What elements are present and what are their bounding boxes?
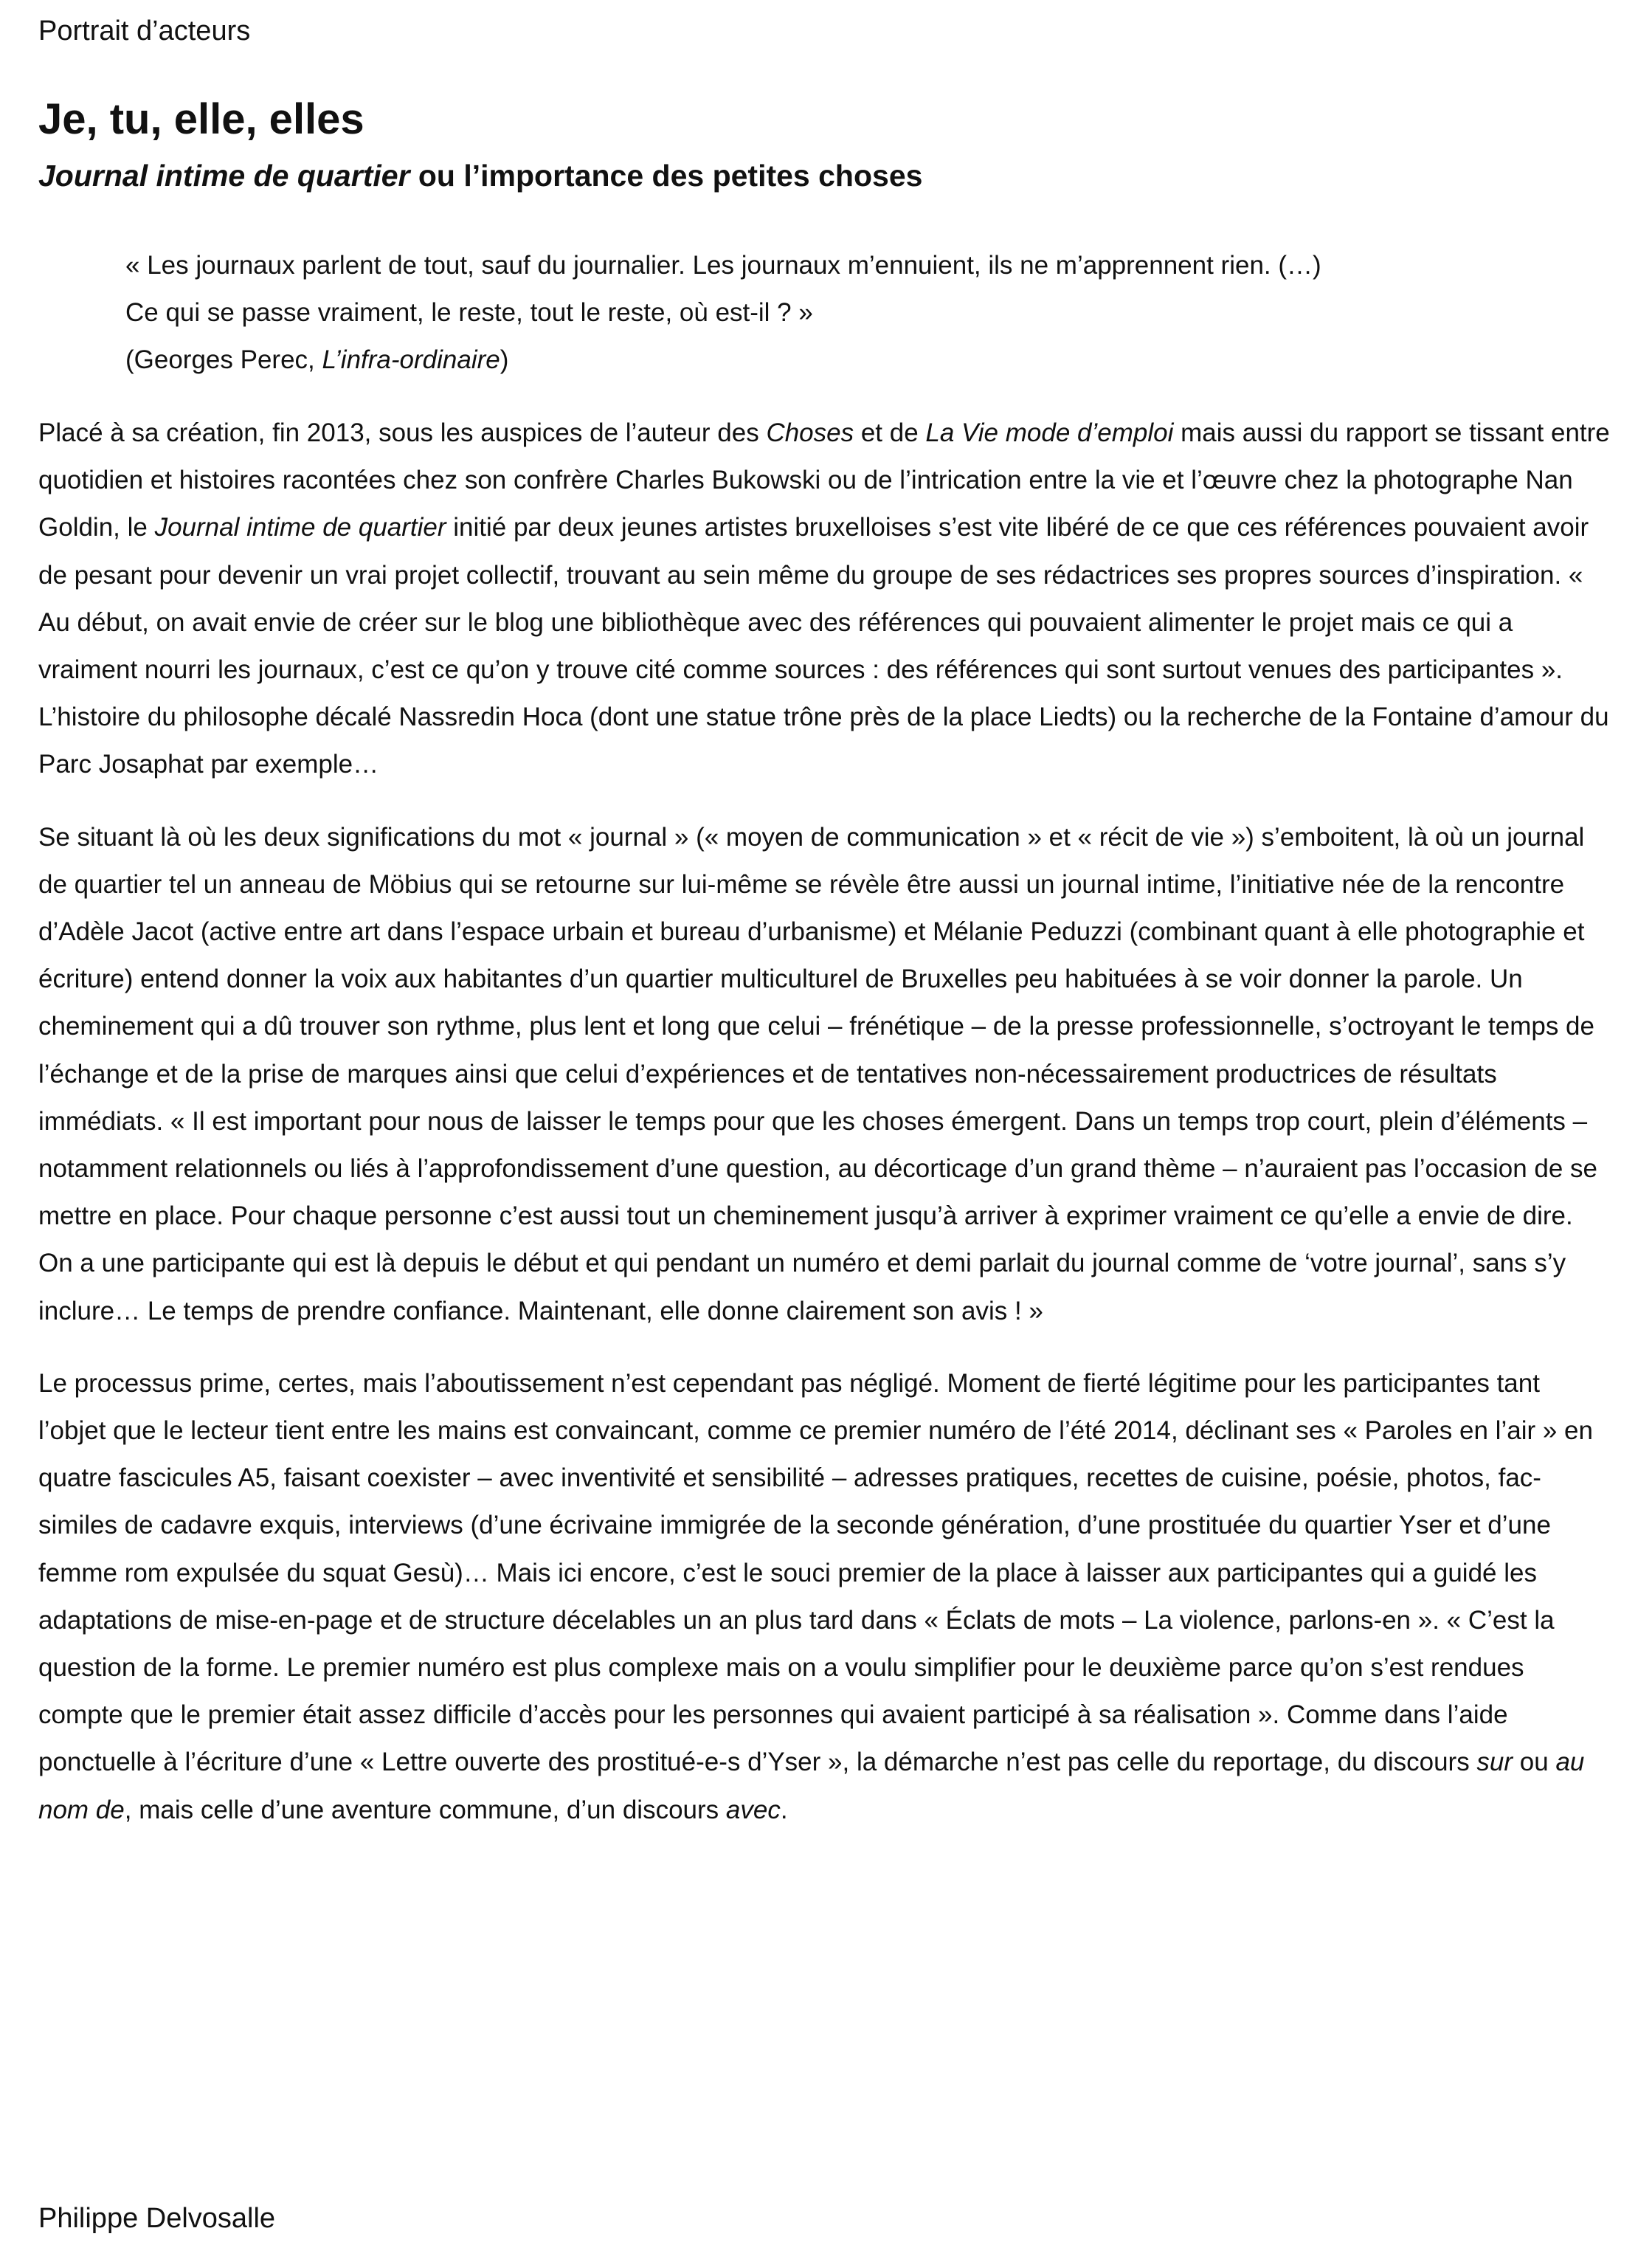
article-page (38, 0, 1614, 2245)
body-paragraph (38, 410, 1610, 789)
epigraph-source (125, 337, 1594, 384)
epigraph-line: Ce qui se passe vraiment, le reste, tout le reste, où est-il ? » (125, 298, 813, 327)
italic-text: Journal intime de quartier (154, 513, 446, 542)
article-body (38, 410, 1610, 1859)
epigraph-source-title: L’infra-ordinaire (322, 345, 500, 374)
paragraph-text: . (780, 1795, 788, 1824)
italic-text: au nom de (38, 1748, 1585, 1824)
subtitle-rest-part: ou l’importance des petites choses (409, 159, 923, 193)
article-title: Je, tu, elle, elles (38, 95, 364, 143)
paragraph-text: mais aussi du rapport se tissant entre quotidien et histoires racontées chez son confrère Charles Bukowski ou de l’intrication entre la vie et l’œuvre chez la photographe Nan Goldin, le (38, 418, 1610, 542)
body-paragraph (38, 1360, 1610, 1834)
paragraph-text: initié par deux jeunes artistes bruxelloises s’est vite libéré de ce que ces références pouvaient avoir de pesant pour devenir un vrai projet collectif, trouvant au sein même du groupe de ses rédactrices ses propres sources d’inspiration. « Au début, on avait envie de créer sur le blog une bibliothèque avec des références qui pouvaient alimenter le projet mais ce qui a vraiment nourri les journaux, c’est ce qu’on y trouve cité comme sources : des références qui sont surtout venues des participantes ». L’histoire du philosophe décalé Nassredin Hoca (dont une statue trône près de la place Liedts) ou la recherche de la Fontaine d’amour du Parc Josaphat par exemple… (38, 513, 1609, 779)
article-subtitle (38, 154, 922, 198)
paragraph-text: Se situant là où les deux significations du mot « journal » (« moyen de communication » et « récit de vie ») s’emboitent, là où un journal de quartier tel un anneau de Möbius qui se retourne sur lui-même se révèle être aussi un journal intime, l’initiative née de la rencontre d’Adèle Jacot (active entre art dans l’espace urbain et bureau d’urbanisme) et Mélanie Peduzzi (combinant quant à elle photographie et écriture) entend donner la voix aux habitantes d’un quartier multiculturel de Bruxelles peu habituées à se voir donner la parole. Un cheminement qui a dû trouver son rythme, plus lent et long que celui – frénétique – de la presse professionnelle, s’octroyant le temps de l’échange et de la prise de marques ainsi que celui d’expériences et de tentatives non-nécessairement productrices de résultats immédiats. « Il est important pour nous de laisser le temps pour que les choses émergent. Dans un temps trop court, plein d’éléments – notamment relationnels ou liés à l’approfondissement d’une question, au décorticage d’un grand thème – n’auraient pas l’occasion de se mettre en place. Pour chaque personne c’est aussi tout un cheminement jusqu’à arriver à exprimer vraiment ce qu’elle a envie de dire. On a une participante qui est là depuis le début et qui pendant un numéro et demi parlait du journal comme de ‘votre journal’, sans s’y inclure… Le temps de prendre confiance. Maintenant, elle donne clairement son avis ! » (38, 822, 1598, 1325)
italic-text: Choses (766, 418, 854, 447)
paragraph-text: ou (1513, 1748, 1556, 1777)
section-rubric: Portrait d’acteurs (38, 15, 251, 46)
author-signature: Philippe Delvosalle (38, 2203, 276, 2234)
paragraph-text: Le processus prime, certes, mais l’aboutissement n’est cependant pas négligé. Moment de fierté légitime pour les participantes tant l’objet que le lecteur tient entre les mains est convaincant, comme ce premier numéro de l’été 2014, déclinant ses « Paroles en l’air » en quatre fascicules A5, faisant coexister – avec inventivité et sensibilité – adresses pratiques, recettes de cuisine, poésie, photos, fac-similes de cadavre exquis, interviews (d’une écrivaine immigrée de la seconde génération, d’une prostituée du quartier Yser et d’une femme rom expulsée du squat Gesù)… Mais ici encore, c’est le souci premier de la place à laisser aux participantes qui a guidé les adaptations de mise-en-page et de structure décelables un an plus tard dans « Éclats de mots – La violence, parlons-en ». « C’est la question de la forme. Le premier numéro est plus complexe mais on a voulu simplifier pour le deuxième parce qu’on s’est rendues compte que le premier était assez difficile d’accès pour les personnes qui avaient participé à sa réalisation ». Comme dans l’aide ponctuelle à l’écriture d’une « Lettre ouverte des prostitué-e-s d’Yser », la démarche n’est pas celle du reportage, du discours (38, 1368, 1593, 1777)
epigraph-source-suffix: ) (500, 345, 509, 374)
subtitle-italic-part: Journal intime de quartier (38, 159, 410, 193)
epigraph-line: « Les journaux parlent de tout, sauf du journalier. Les journaux m’ennuient, ils ne m’apprennent rien. (…) (125, 251, 1321, 280)
italic-text: La Vie mode d’emploi (925, 418, 1174, 447)
italic-text: sur (1476, 1748, 1513, 1777)
paragraph-text: , mais celle d’une aventure commune, d’un discours (124, 1795, 726, 1824)
paragraph-text: et de (854, 418, 926, 447)
body-paragraph (38, 814, 1610, 1335)
italic-text: avec (725, 1795, 781, 1824)
paragraph-text: Placé à sa création, fin 2013, sous les auspices de l’auteur des (38, 418, 767, 447)
epigraph-quote (125, 242, 1594, 384)
epigraph-source-prefix: (Georges Perec, (125, 345, 322, 374)
